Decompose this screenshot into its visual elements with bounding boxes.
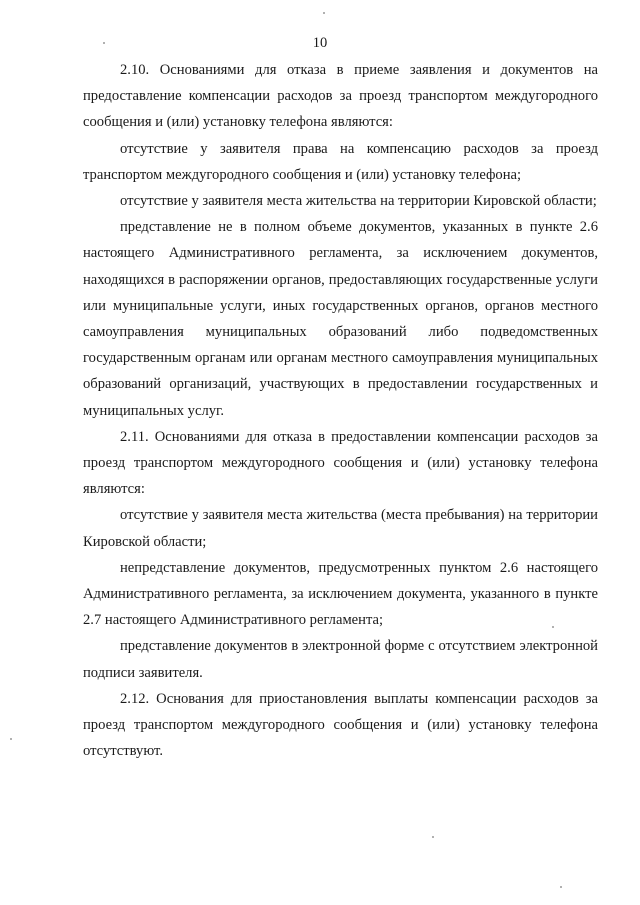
page-number: 10 — [312, 35, 328, 51]
scan-speck — [560, 886, 562, 888]
paragraph-2-10-item-3: представление не в полном объеме документов, указанных в пункте 2.6 настоящего Административного регламента, за исключением документов, находящихся в распоряжении органов, предоставляющих государственные услуги или муниципальные услуги, иных государственных органов, органов местного самоуправления муниципальных образований либо подведомственных государственным органам или органам местного самоуправления муниципальных образований организаций, участвующих в предоставлении государственных и муниципальных услуг. — [83, 219, 598, 419]
scan-speck — [552, 626, 554, 628]
paragraph-2-11-item-2: непредставление документов, предусмотренных пунктом 2.6 настоящего Административного регламента, за исключением документа, указанного в пункте 2.7 настоящего Административного регламента; — [83, 559, 598, 629]
paragraph-2-10-item-1: отсутствие у заявителя права на компенсацию расходов за проезд транспортом междугородного сообщения и (или) установку телефона; — [83, 140, 598, 183]
paragraph-2-10-item-2: отсутствие у заявителя места жительства на территории Кировской области; — [120, 193, 597, 210]
scan-speck — [10, 738, 12, 740]
paragraph-2-10: 2.10. Основаниями для отказа в приеме заявления и документов на предоставление компенсации расходов за проезд транспортом междугородного сообщения и (или) установку телефона являются: — [83, 62, 598, 131]
document-body — [83, 57, 598, 764]
paragraph-2-11-item-3: представление документов в электронной форме с отсутствием электронной подписи заявителя. — [83, 638, 598, 681]
scan-speck — [323, 12, 325, 14]
paragraph-2-11: 2.11. Основаниями для отказа в предоставлении компенсации расходов за проезд транспортом междугородного сообщения и (или) установку телефона являются: — [83, 428, 598, 498]
paragraph-2-12: 2.12. Основания для приостановления выплаты компенсации расходов за проезд транспортом междугородного сообщения и (или) установку телефона отсутствуют. — [83, 690, 598, 760]
scan-speck — [432, 836, 434, 838]
paragraph-2-11-item-1: отсутствие у заявителя места жительства (места пребывания) на территории Кировской области; — [83, 507, 598, 550]
scan-speck — [103, 42, 105, 44]
